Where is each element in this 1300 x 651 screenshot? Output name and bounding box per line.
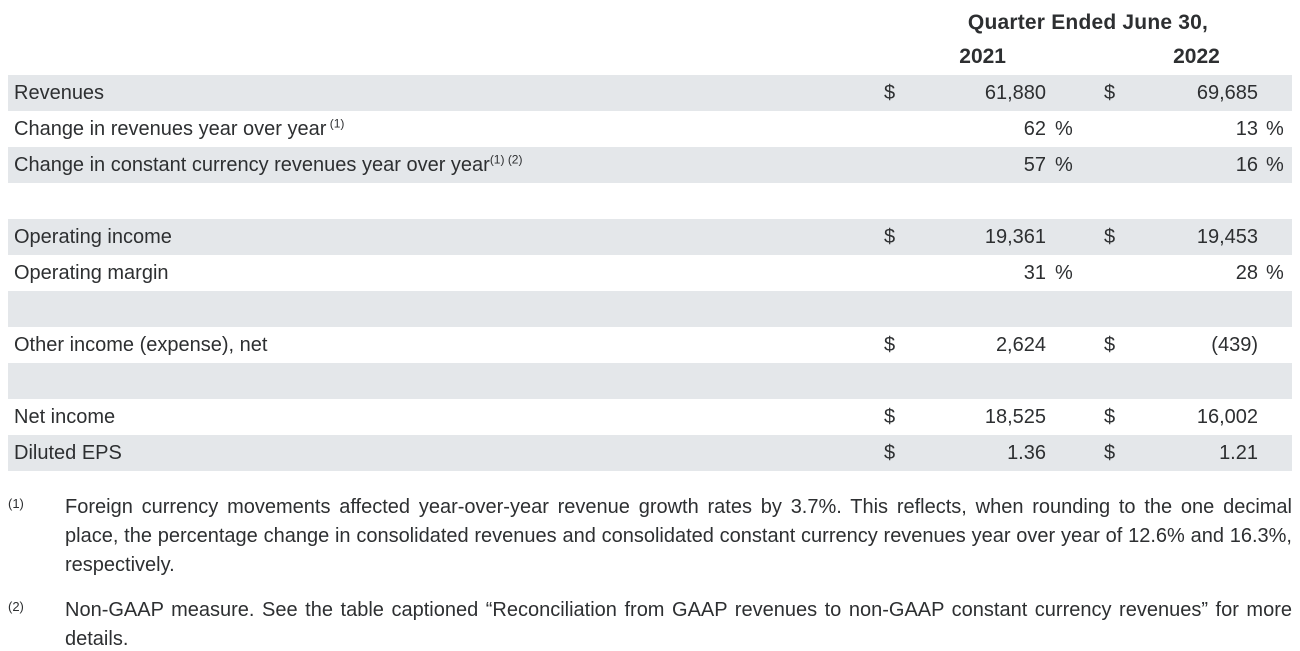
footnote-1 — [8, 493, 1292, 580]
row-label — [8, 115, 884, 141]
row-label-text: Revenues — [14, 81, 105, 104]
table-row-spacer — [8, 363, 1292, 399]
unit-2022: % — [1266, 153, 1284, 176]
table-row-spacer — [8, 291, 1292, 327]
value-2022: 16 — [1235, 153, 1258, 176]
dollar-sign-2021: $ — [884, 405, 896, 428]
value-2022: 19,453 — [1196, 225, 1258, 248]
footnote-2 — [8, 596, 1292, 651]
table-row-constant-currency-change — [8, 147, 1292, 183]
year-column-2022: 2022 — [1173, 44, 1220, 68]
table-header — [0, 0, 1300, 75]
table-row-other-income — [8, 327, 1292, 363]
dollar-sign-2022: $ — [1104, 405, 1116, 428]
row-label — [8, 226, 884, 249]
row-label-text: Diluted EPS — [14, 441, 122, 464]
value-2021: 31 — [1023, 261, 1046, 284]
row-label-text: Change in revenues year over year — [14, 117, 327, 140]
unit-2021: % — [1055, 117, 1073, 140]
value-2021: 57 — [1023, 153, 1046, 176]
dollar-sign-2021: $ — [884, 441, 896, 464]
dollar-sign-2022: $ — [1104, 81, 1116, 104]
value-2021: 62 — [1023, 117, 1046, 140]
row-label-text: Change in constant currency revenues year over year — [14, 153, 490, 176]
value-2022: 13 — [1235, 117, 1258, 140]
dollar-sign-2022: $ — [1104, 225, 1116, 248]
row-label — [8, 334, 884, 357]
value-2022: 1.21 — [1219, 441, 1258, 464]
value-2021: 19,361 — [984, 225, 1046, 248]
footnote-marker: (1) — [8, 496, 24, 511]
footnote-text: Foreign currency movements affected year-over-year revenue growth rates by 3.7%. This reflects, when rounding to the one decimal place, the percentage change in consolidated revenues and consolidated constant currency revenues year over year of 12.6% and 16.3%, respectively. — [65, 496, 1292, 576]
value-2022: 16,002 — [1196, 405, 1258, 428]
footnote-ref: (1) (2) — [489, 151, 523, 166]
table-row-operating-income — [8, 219, 1292, 255]
footnote-text: Non-GAAP measure. See the table captioned “Reconciliation from GAAP revenues to non-GAAP constant currency revenues” for more details. — [65, 599, 1292, 650]
table-row-revenue-change — [8, 111, 1292, 147]
value-2022: 69,685 — [1196, 81, 1258, 104]
footnotes-section — [0, 493, 1300, 651]
unit-2021: % — [1055, 261, 1073, 284]
value-2021: 2,624 — [995, 333, 1046, 356]
value-2022: (439) — [1211, 333, 1258, 356]
unit-2022: % — [1266, 117, 1284, 140]
value-2021: 61,880 — [984, 81, 1046, 104]
dollar-sign-2022: $ — [1104, 441, 1116, 464]
row-label-text: Operating margin — [14, 261, 169, 284]
period-header: Quarter Ended June 30, — [967, 11, 1209, 34]
year-column-2021: 2021 — [959, 44, 1006, 68]
dollar-sign-2021: $ — [884, 225, 896, 248]
value-2021: 18,525 — [984, 405, 1046, 428]
table-row-operating-margin — [8, 255, 1292, 291]
table-row-diluted-eps — [8, 435, 1292, 471]
row-label — [8, 262, 884, 285]
row-label — [8, 151, 884, 177]
dollar-sign-2021: $ — [884, 81, 896, 104]
row-label — [8, 406, 884, 429]
unit-2022: % — [1266, 261, 1284, 284]
table-row-revenues — [8, 75, 1292, 111]
table-row-net-income — [8, 399, 1292, 435]
row-label — [8, 82, 884, 105]
row-label-text: Net income — [14, 405, 116, 428]
unit-2021: % — [1055, 153, 1073, 176]
row-label-text: Operating income — [14, 225, 172, 248]
row-label-text: Other income (expense), net — [14, 333, 268, 356]
value-2022: 28 — [1235, 261, 1258, 284]
footnote-marker: (2) — [8, 599, 24, 614]
row-label — [8, 442, 884, 465]
header-label-spacer — [0, 8, 884, 75]
footnote-ref: (1) — [326, 115, 345, 130]
dollar-sign-2021: $ — [884, 333, 896, 356]
table-row-spacer — [8, 183, 1292, 219]
dollar-sign-2022: $ — [1104, 333, 1116, 356]
value-2021: 1.36 — [1007, 441, 1046, 464]
financial-table — [8, 75, 1292, 471]
